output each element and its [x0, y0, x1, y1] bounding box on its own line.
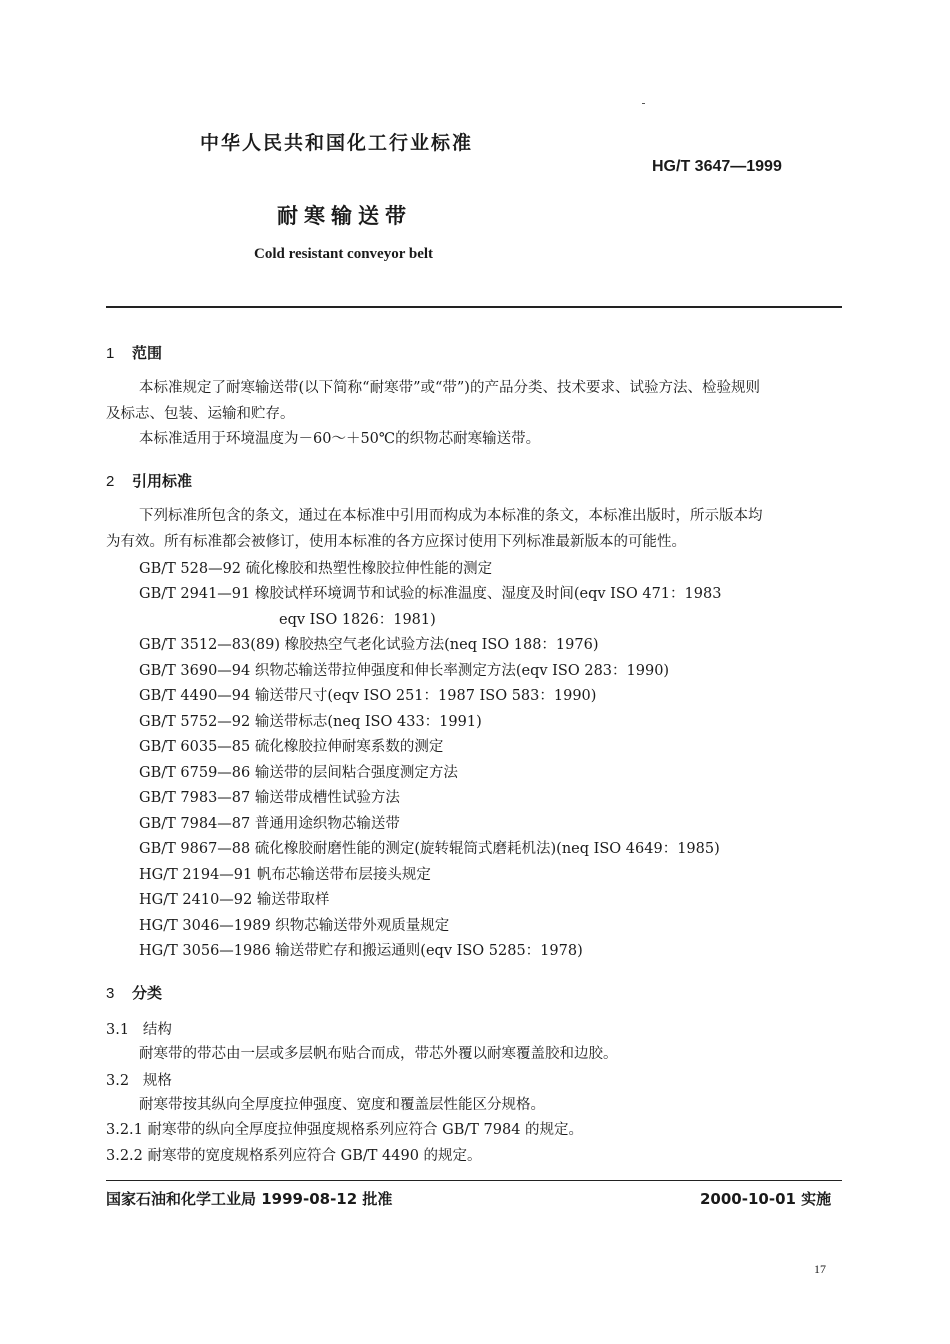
section-number: 3: [106, 985, 115, 1002]
reference-item: GB/T 9867—88 硫化橡胶耐磨性能的测定(旋转辊筒式磨耗机法)(neq ISO 4649：1985): [139, 841, 720, 857]
reference-item: GB/T 6035—85 硫化橡胶拉伸耐寒系数的测定: [139, 739, 444, 755]
subsection-title: 规格: [142, 1073, 172, 1089]
reference-item: HG/T 3056—1986 输送带贮存和搬运通则(eqv ISO 5285：1978): [139, 943, 583, 959]
footer-divider: [106, 1180, 842, 1181]
section-title: 分类: [132, 984, 163, 1002]
structure-text: 耐寒带的带芯由一层或多层帆布贴合而成，带芯外覆以耐寒覆盖胶和边胶。: [139, 1046, 618, 1062]
standard-title: 中华人民共和国化工行业标准: [200, 132, 474, 154]
header-divider: [106, 306, 842, 308]
clause-3-2-2: 3.2.2 耐寒带的宽度规格系列应符合 GB/T 4490 的规定。: [106, 1148, 482, 1164]
section-title: 范围: [132, 344, 163, 362]
scan-speck: [642, 103, 645, 104]
page-number: 17: [814, 1262, 826, 1276]
subsection-number: 3.2: [106, 1073, 130, 1089]
reference-item: GB/T 7984—87 普通用途织物芯输送带: [139, 816, 400, 832]
section-title: 引用标准: [132, 472, 193, 490]
reference-item: GB/T 5752—92 输送带标志(neq ISO 433：1991): [139, 714, 482, 730]
subsection-title: 结构: [142, 1022, 172, 1038]
section-2-heading: [106, 470, 192, 491]
subsection-3-1-heading: [106, 1018, 172, 1039]
reference-item: GB/T 528—92 硫化橡胶和热塑性橡胶拉伸性能的测定: [139, 561, 493, 577]
implementation-date: 2000-10-01 实施: [700, 1190, 832, 1208]
scope-paragraph-line-2: 及标志、包装、运输和贮存。: [106, 406, 295, 422]
reference-item: HG/T 2410—92 输送带取样: [139, 892, 330, 908]
reference-item: GB/T 7983—87 输送带成槽性试验方法: [139, 790, 400, 806]
reference-item: GB/T 3512—83(89) 橡胶热空气老化试验方法(neq ISO 188：1976): [139, 637, 599, 653]
reference-item: GB/T 3690—94 织物芯输送带拉伸强度和伸长率测定方法(eqv ISO 283：1990): [139, 663, 670, 679]
scope-paragraph-line-1: 本标准规定了耐寒输送带(以下简称“耐寒带”或“带”)的产品分类、技术要求、试验方法、检验规则: [139, 380, 760, 396]
document-title: 耐寒输送带: [277, 204, 412, 228]
section-1-heading: [106, 342, 162, 363]
references-intro-line-1: 下列标准所包含的条文，通过在本标准中引用而构成为本标准的条文，本标准出版时，所示版本均: [139, 508, 763, 524]
approval-statement: 国家石油和化学工业局 1999-08-12 批准: [106, 1190, 393, 1208]
reference-item: GB/T 2941—91 橡胶试样环境调节和试验的标准温度、湿度及时间(eqv ISO 471：1983: [139, 586, 722, 602]
specification-text: 耐寒带按其纵向全厚度拉伸强度、宽度和覆盖层性能区分规格。: [139, 1097, 545, 1113]
subsection-3-2-heading: [106, 1069, 172, 1090]
clause-3-2-1: 3.2.1 耐寒带的纵向全厚度拉伸强度规格系列应符合 GB/T 7984 的规定。: [106, 1122, 584, 1138]
section-number: 2: [106, 473, 115, 490]
reference-item: HG/T 2194—91 帆布芯输送带布层接头规定: [139, 867, 431, 883]
reference-item: GB/T 4490—94 输送带尺寸(eqv ISO 251：1987 ISO 583：1990): [139, 688, 597, 704]
section-3-heading: [106, 982, 162, 1003]
references-intro-line-2: 为有效。所有标准都会被修订，使用本标准的各方应探讨使用下列标准最新版本的可能性。: [106, 534, 686, 550]
reference-item: GB/T 6759—86 输送带的层间粘合强度测定方法: [139, 765, 458, 781]
reference-item: HG/T 3046—1989 织物芯输送带外观质量规定: [139, 918, 450, 934]
scope-paragraph-2: 本标准适用于环境温度为－60～＋50℃的织物芯耐寒输送带。: [139, 431, 541, 447]
subsection-number: 3.1: [106, 1022, 130, 1038]
document-subtitle: Cold resistant conveyor belt: [254, 246, 434, 262]
section-number: 1: [106, 345, 115, 362]
reference-item-continuation: eqv ISO 1826：1981): [279, 612, 436, 628]
standard-code: HG/T 3647—1999: [652, 158, 782, 175]
